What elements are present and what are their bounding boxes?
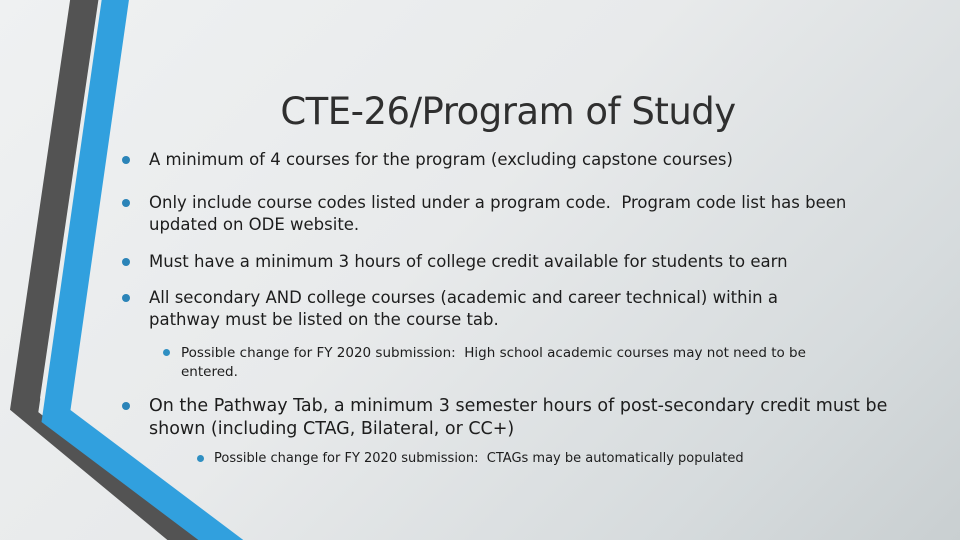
bullet-item <box>115 395 920 441</box>
bullet-dot-icon <box>122 258 130 266</box>
bullet-text: Only include course codes listed under a program code. Program code list has been updated on ODE website. <box>149 193 852 234</box>
sub-bullet-text: Possible change for FY 2020 submission: CTAGs may be automatically populated <box>214 451 744 466</box>
bullet-list <box>115 149 920 468</box>
bullet-text: Must have a minimum 3 hours of college credit available for students to earn <box>149 252 788 271</box>
bullet-dot-icon <box>122 294 130 302</box>
bullet-item <box>115 287 920 331</box>
bullet-item <box>115 149 920 171</box>
bullet-text: On the Pathway Tab, a minimum 3 semester hours of post-secondary credit must be shown (including CTAG, Bilateral, or CC+) <box>149 396 893 439</box>
sub-bullet-text: Possible change for FY 2020 submission: High school academic courses may not need to be entered. <box>181 345 811 380</box>
bullet-dot-icon <box>122 156 130 164</box>
bullet-dot-icon <box>163 349 170 356</box>
bullet-text: All secondary AND college courses (academic and career technical) within a pathway must be listed on the course tab. <box>149 288 784 329</box>
bullet-dot-icon <box>122 402 130 410</box>
sub-bullet-item <box>115 450 920 468</box>
slide-title: CTE-26/Program of Study <box>280 90 736 133</box>
bullet-item <box>115 192 920 236</box>
bullet-dot-icon <box>197 455 204 462</box>
bullet-item <box>115 251 920 273</box>
bullet-text: A minimum of 4 courses for the program (excluding capstone courses) <box>149 150 733 169</box>
bullet-dot-icon <box>122 199 130 207</box>
sub-bullet-item <box>115 344 920 382</box>
